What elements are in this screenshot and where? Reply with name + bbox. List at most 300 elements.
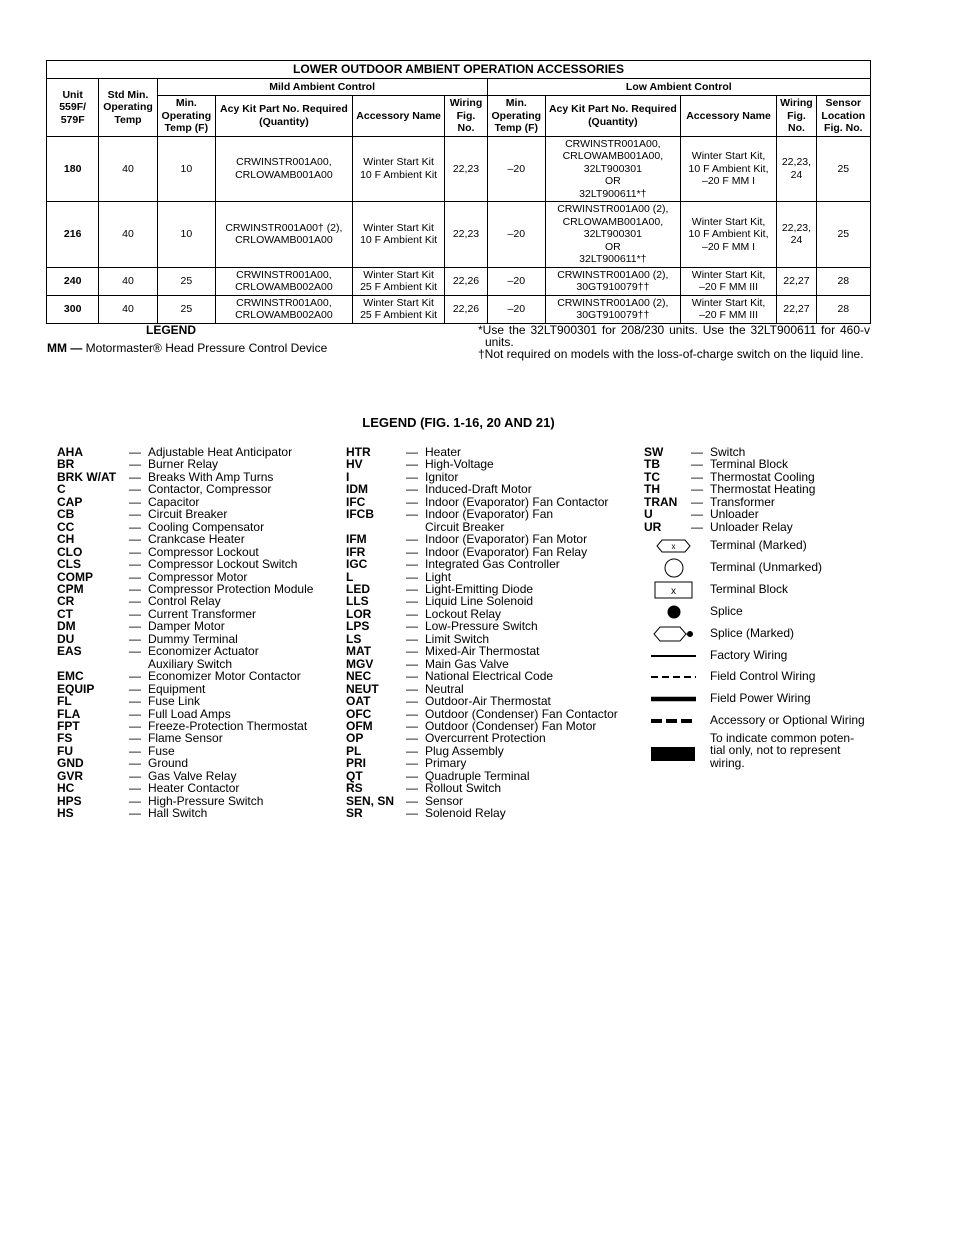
legend-desc: Overcurrent Protection <box>425 731 546 746</box>
legend-desc: Lockout Relay <box>425 606 502 621</box>
legend-dash: — <box>406 457 418 472</box>
legend-desc: Burner Relay <box>148 457 219 472</box>
legend-desc: Heater Contactor <box>148 781 240 796</box>
legend-entry <box>57 757 313 769</box>
legend-desc: Compressor Lockout <box>148 544 259 559</box>
legend-abbr: HTR <box>346 445 371 459</box>
legend-entry <box>346 458 618 470</box>
legend-abbr: IFC <box>346 494 366 509</box>
symbol-terminal-marked <box>650 536 880 556</box>
cell-mild-acc: Winter Start Kit 25 F Ambient Kit <box>352 267 445 295</box>
legend-desc: Indoor (Evaporator) Fan Contactor <box>425 494 609 509</box>
header-mild-group: Mild Ambient Control <box>157 79 487 96</box>
header-low-group: Low Ambient Control <box>487 79 870 96</box>
legend-desc: Mixed-Air Thermostat <box>425 644 540 659</box>
legend-dash: — <box>129 544 141 559</box>
legend-dash: — <box>406 806 418 821</box>
legend-dash: — <box>406 793 418 808</box>
legend-abbr: BR <box>57 457 75 472</box>
legend-dash: — <box>129 606 141 621</box>
legend-title: LEGEND (FIG. 1-16, 20 AND 21) <box>362 415 555 430</box>
legend-desc: Thermostat Cooling <box>710 469 815 484</box>
header-unit: Unit 559F/ 579F <box>47 79 99 137</box>
legend-dash: — <box>691 519 703 534</box>
symbol-field-control-wiring <box>650 667 880 687</box>
legend-abbr: NEC <box>346 669 372 684</box>
table-legend-heading: LEGEND <box>146 323 197 337</box>
cell-mild-acc: Winter Start Kit 25 F Ambient Kit <box>352 295 445 323</box>
legend-desc: Freeze-Protection Thermostat <box>148 718 308 733</box>
cell-mild-acc: Winter Start Kit 10 F Ambient Kit <box>352 202 445 268</box>
cell-sensor: 25 <box>816 136 870 202</box>
legend-desc: Light <box>425 569 452 584</box>
legend-dash: — <box>129 743 141 758</box>
legend-desc: Crankcase Heater <box>148 532 245 547</box>
legend-dash: — <box>406 718 418 733</box>
legend-desc: Transformer <box>710 494 775 509</box>
header-low-acc: Accessory Name <box>680 96 777 137</box>
cell-unit: 216 <box>47 202 99 268</box>
legend-dash: — <box>406 631 418 646</box>
cell-low-min: –20 <box>487 202 545 268</box>
footnote-1 <box>478 324 870 348</box>
legend-desc: Low-Pressure Switch <box>425 619 538 634</box>
legend-desc: Neutral <box>425 681 464 696</box>
legend-abbr: SEN, SN <box>346 793 395 808</box>
terminal-mark-x: x <box>671 542 676 551</box>
table-row <box>47 295 871 323</box>
legend-desc: Compressor Lockout Switch <box>148 557 298 572</box>
legend-abbr: FU <box>57 743 73 758</box>
legend-dash: — <box>406 445 418 459</box>
legend-dash: — <box>129 519 141 534</box>
terminal-block-icon <box>650 580 698 600</box>
cell-mild-min: 10 <box>157 202 215 268</box>
legend-desc: Gas Valve Relay <box>148 768 237 783</box>
legend-dash: — <box>129 781 141 796</box>
legend-dash: — <box>406 482 418 497</box>
legend-entry <box>346 533 618 545</box>
legend-entry <box>346 732 618 744</box>
symbol-accessory-wiring <box>650 711 880 731</box>
legend-abbr: EMC <box>57 669 84 684</box>
legend-dash: — <box>129 494 141 509</box>
terminal-unmarked-icon <box>650 558 698 578</box>
legend-column-3 <box>644 446 815 533</box>
legend-dash: — <box>129 619 141 634</box>
legend-desc: Full Load Amps <box>148 706 231 721</box>
cell-mild-kit: CRWINSTR001A00, CRLOWAMB002A00 <box>216 267 353 295</box>
legend-abbr: LPS <box>346 619 370 634</box>
legend-column-1 <box>57 446 313 820</box>
legend-abbr: CR <box>57 594 75 609</box>
cell-std: 40 <box>99 202 157 268</box>
accessories-table <box>46 60 871 324</box>
header-low-min: Min. Operating Temp (F) <box>487 96 545 137</box>
legend-desc: Main Gas Valve <box>425 656 509 671</box>
common-potential-label: To indicate common poten- tial only, not to represent wiring. <box>710 731 855 770</box>
legend-entry <box>346 670 618 682</box>
legend-dash: — <box>129 669 141 684</box>
legend-desc: Primary <box>425 756 467 771</box>
legend-desc: Fuse Link <box>148 694 201 709</box>
legend-desc: Liquid Line Solenoid <box>425 594 534 609</box>
legend-abbr: TB <box>644 457 660 472</box>
legend-dash: — <box>406 581 418 596</box>
cell-std: 40 <box>99 267 157 295</box>
header-mild-min: Min. Operating Temp (F) <box>157 96 215 137</box>
legend-abbr: OP <box>346 731 364 746</box>
legend-abbr: LLS <box>346 594 369 609</box>
symbol-splice <box>650 602 880 622</box>
legend-abbr: HC <box>57 781 75 796</box>
legend-desc: Capacitor <box>148 494 200 509</box>
legend-dash: — <box>406 681 418 696</box>
symbol-common-potential <box>650 733 880 773</box>
legend-dash: — <box>406 669 418 684</box>
legend-dash: — <box>406 743 418 758</box>
legend-entry <box>57 670 313 682</box>
legend-dash: — <box>129 445 141 459</box>
legend-dash: — <box>406 768 418 783</box>
header-mild-acc: Accessory Name <box>352 96 445 137</box>
legend-abbr: EAS <box>57 644 82 659</box>
legend-abbr: LS <box>346 631 362 646</box>
cell-low-min: –20 <box>487 267 545 295</box>
legend-entry <box>346 483 618 495</box>
legend-dash: — <box>406 656 418 671</box>
legend-desc: Compressor Motor <box>148 569 248 584</box>
legend-abbr: IDM <box>346 482 368 497</box>
legend-desc: Limit Switch <box>425 631 490 646</box>
symbol-terminal-unmarked <box>650 558 880 578</box>
legend-abbr: IFCB <box>346 507 374 522</box>
legend-abbr: UR <box>644 519 662 534</box>
terminal-block-mark: x <box>671 586 676 597</box>
legend-entry <box>644 483 815 495</box>
cell-low-wiring: 22,23, 24 <box>777 202 816 268</box>
legend-dash: — <box>406 644 418 659</box>
legend-abbr: FS <box>57 731 73 746</box>
legend-abbr: MGV <box>346 656 374 671</box>
common-potential-icon <box>650 744 698 764</box>
legend-desc: Switch <box>710 445 746 459</box>
terminal-unmarked-label: Terminal (Unmarked) <box>710 560 823 574</box>
legend-dash: — <box>129 457 141 472</box>
mm-text: Motormaster® Head Pressure Control Device <box>85 341 328 355</box>
legend-dash: — <box>691 469 703 484</box>
cell-mild-min: 25 <box>157 295 215 323</box>
legend-desc: Thermostat Heating <box>710 482 816 497</box>
legend-dash: — <box>691 457 703 472</box>
legend-desc: Plug Assembly <box>425 743 504 758</box>
factory-wiring-label: Factory Wiring <box>710 648 788 662</box>
cell-low-kit: CRWINSTR001A00 (2), 30GT910079†† <box>545 295 680 323</box>
legend-abbr: PRI <box>346 756 367 771</box>
legend-abbr: TRAN <box>644 494 678 509</box>
splice-marked-icon <box>650 624 698 644</box>
legend-desc: Indoor (Evaporator) Fan Motor <box>425 532 588 547</box>
legend-abbr: FPT <box>57 718 80 733</box>
cell-low-min: –20 <box>487 295 545 323</box>
legend-entry <box>57 533 313 545</box>
cell-mild-kit: CRWINSTR001A00, CRLOWAMB001A00 <box>216 136 353 202</box>
legend-entry <box>346 695 618 707</box>
legend-abbr: CH <box>57 532 75 547</box>
legend-abbr: IFM <box>346 532 367 547</box>
field-power-wiring-icon <box>650 689 698 709</box>
legend-desc: Dummy Terminal <box>148 631 238 646</box>
legend-dash: — <box>691 482 703 497</box>
footnote-2-text: †Not required on models with the loss-of-charge switch on the liquid line. <box>478 347 864 361</box>
legend-dash: — <box>406 569 418 584</box>
legend-entry <box>346 757 618 769</box>
legend-abbr: TC <box>644 469 660 484</box>
legend-abbr: CLO <box>57 544 83 559</box>
legend-entry <box>57 695 313 707</box>
cell-low-kit: CRWINSTR001A00, CRLOWAMB001A00, 32LT900301 OR 32LT900611*† <box>545 136 680 202</box>
legend-desc: Flame Sensor <box>148 731 223 746</box>
legend-dash: — <box>129 793 141 808</box>
legend-dash: — <box>406 557 418 572</box>
terminal-marked-icon <box>650 536 698 556</box>
legend-dash: — <box>406 469 418 484</box>
legend-abbr: IGC <box>346 557 368 572</box>
factory-wiring-icon <box>650 646 698 666</box>
legend-column-2 <box>346 446 618 820</box>
legend-desc: Heater <box>425 445 462 459</box>
legend-dash: — <box>129 507 141 522</box>
legend-abbr: MAT <box>346 644 372 659</box>
cell-low-wiring: 22,23, 24 <box>777 136 816 202</box>
header-low-wiring: Wiring Fig. No. <box>777 96 816 137</box>
legend-dash: — <box>406 756 418 771</box>
cell-unit: 240 <box>47 267 99 295</box>
table-row <box>47 136 871 202</box>
field-control-wiring-icon <box>650 667 698 687</box>
legend-dash: — <box>129 768 141 783</box>
cell-mild-acc: Winter Start Kit 10 F Ambient Kit <box>352 136 445 202</box>
field-power-wiring-label: Field Power Wiring <box>710 691 811 705</box>
legend-dash: — <box>129 806 141 821</box>
legend-desc: Hall Switch <box>148 806 208 821</box>
legend-dash: — <box>406 781 418 796</box>
legend-dash: — <box>406 594 418 609</box>
legend-abbr: BRK W/AT <box>57 469 117 484</box>
legend-desc: Integrated Gas Controller <box>425 557 560 572</box>
legend-desc: Quadruple Terminal <box>425 768 530 783</box>
cell-mild-min: 25 <box>157 267 215 295</box>
footnote-2 <box>478 348 870 360</box>
legend-dash: — <box>129 631 141 646</box>
footnote-1-text: *Use the 32LT900301 for 208/230 units. Use the 32LT900611 for 460-v units. <box>478 323 870 349</box>
legend-entry <box>644 521 815 533</box>
legend-desc: Ground <box>148 756 189 771</box>
splice-icon <box>650 602 698 622</box>
legend-desc: Sensor <box>425 793 464 808</box>
cell-low-wiring: 22,27 <box>777 295 816 323</box>
legend-desc: Unloader Relay <box>710 519 793 534</box>
legend-desc: Light-Emitting Diode <box>425 581 534 596</box>
cell-low-acc: Winter Start Kit, 10 F Ambient Kit, –20 F MM I <box>680 202 777 268</box>
legend-abbr: QT <box>346 768 363 783</box>
cell-low-acc: Winter Start Kit, –20 F MM III <box>680 295 777 323</box>
symbol-field-power-wiring <box>650 689 880 709</box>
cell-mild-wiring: 22,26 <box>445 295 487 323</box>
table-row <box>47 267 871 295</box>
legend-abbr: HV <box>346 457 363 472</box>
legend-entry <box>346 645 618 657</box>
legend-abbr: HS <box>57 806 74 821</box>
legend-abbr: OFC <box>346 706 372 721</box>
legend-desc: Solenoid Relay <box>425 806 506 821</box>
legend-dash: — <box>129 482 141 497</box>
legend-abbr: NEUT <box>346 681 379 696</box>
legend-dash: — <box>129 557 141 572</box>
accessory-wiring-label: Accessory or Optional Wiring <box>710 713 865 727</box>
legend-dash: — <box>129 756 141 771</box>
legend-dash: — <box>406 619 418 634</box>
legend-abbr: U <box>644 507 653 522</box>
legend-dash: — <box>406 507 418 522</box>
header-sensor: Sensor Location Fig. No. <box>816 96 870 137</box>
table-row <box>47 202 871 268</box>
legend-desc: Rollout Switch <box>425 781 502 796</box>
legend-entry <box>57 782 313 794</box>
legend-abbr: OAT <box>346 694 371 709</box>
legend-dash: — <box>406 606 418 621</box>
legend-abbr: CB <box>57 507 75 522</box>
accessory-wiring-icon <box>650 711 698 731</box>
cell-low-kit: CRWINSTR001A00 (2), CRLOWAMB001A00, 32LT900301 OR 32LT900611*† <box>545 202 680 268</box>
legend-desc: Outdoor-Air Thermostat <box>425 694 551 709</box>
legend-abbr: PL <box>346 743 362 758</box>
legend-entry <box>57 732 313 744</box>
legend-dash: — <box>691 494 703 509</box>
legend-desc: Ignitor <box>425 469 459 484</box>
cell-sensor: 25 <box>816 202 870 268</box>
legend-dash: — <box>406 544 418 559</box>
legend-abbr: HPS <box>57 793 82 808</box>
cell-low-acc: Winter Start Kit, 10 F Ambient Kit, –20 F MM I <box>680 136 777 202</box>
legend-dash: — <box>406 706 418 721</box>
legend-desc: Indoor (Evaporator) Fan Relay <box>425 544 588 559</box>
cell-std: 40 <box>99 295 157 323</box>
cell-sensor: 28 <box>816 295 870 323</box>
cell-sensor: 28 <box>816 267 870 295</box>
legend-abbr: LOR <box>346 606 372 621</box>
legend-abbr: GVR <box>57 768 84 783</box>
legend-desc: Breaks With Amp Turns <box>148 469 274 484</box>
legend-desc: Fuse <box>148 743 175 758</box>
legend-desc: Equipment <box>148 681 206 696</box>
legend-abbr: SR <box>346 806 363 821</box>
splice-label: Splice <box>710 604 743 618</box>
legend-desc: Compressor Protection Module <box>148 581 314 596</box>
legend-dash: — <box>129 731 141 746</box>
legend-abbr: EQUIP <box>57 681 95 696</box>
legend-abbr: TH <box>644 482 660 497</box>
legend-entry <box>346 620 618 632</box>
legend-entry <box>346 508 618 533</box>
symbol-terminal-block <box>650 580 880 600</box>
cell-unit: 180 <box>47 136 99 202</box>
cell-unit: 300 <box>47 295 99 323</box>
legend-entry <box>57 620 313 632</box>
legend-abbr: IFR <box>346 544 366 559</box>
legend-abbr: CC <box>57 519 75 534</box>
cell-mild-wiring: 22,26 <box>445 267 487 295</box>
symbol-splice-marked <box>650 624 880 644</box>
cell-low-wiring: 22,27 <box>777 267 816 295</box>
terminal-block-label: Terminal Block <box>710 582 789 596</box>
legend-dash: — <box>691 445 703 459</box>
legend-dash: — <box>129 469 141 484</box>
legend-desc: Contactor, Compressor <box>148 482 272 497</box>
legend-abbr: AHA <box>57 445 83 459</box>
legend-desc: Current Transformer <box>148 606 257 621</box>
legend-abbr: RS <box>346 781 363 796</box>
legend-desc: Control Relay <box>148 594 221 609</box>
legend-dash: — <box>129 581 141 596</box>
legend-dash: — <box>406 532 418 547</box>
legend-dash: — <box>129 644 141 659</box>
legend-entry <box>57 483 313 495</box>
cell-std: 40 <box>99 136 157 202</box>
cell-low-kit: CRWINSTR001A00 (2), 30GT910079†† <box>545 267 680 295</box>
legend-desc: Adjustable Heat Anticipator <box>148 445 293 459</box>
legend-dash: — <box>129 718 141 733</box>
header-mild-wiring: Wiring Fig. No. <box>445 96 487 137</box>
legend-dash: — <box>406 731 418 746</box>
cell-mild-wiring: 22,23 <box>445 202 487 268</box>
legend-desc: Economizer Motor Contactor <box>148 669 301 684</box>
legend-abbr: LED <box>346 581 370 596</box>
legend-desc: Induced-Draft Motor <box>425 482 532 497</box>
table-legend-mm <box>47 341 327 355</box>
cell-mild-min: 10 <box>157 136 215 202</box>
header-std-min: Std Min. Operating Temp <box>99 79 157 137</box>
field-control-wiring-label: Field Control Wiring <box>710 669 816 683</box>
legend-abbr: FL <box>57 694 72 709</box>
legend-desc: Cooling Compensator <box>148 519 265 534</box>
legend-desc: High-Voltage <box>425 457 494 472</box>
legend-abbr: C <box>57 482 66 497</box>
legend-dash: — <box>406 694 418 709</box>
legend-abbr: FLA <box>57 706 81 721</box>
legend-dash: — <box>129 694 141 709</box>
symbol-factory-wiring <box>650 646 880 666</box>
legend-abbr: I <box>346 469 350 484</box>
legend-desc: Unloader <box>710 507 759 522</box>
header-mild-kit: Acy Kit Part No. Required (Quantity) <box>216 96 353 137</box>
legend-entry <box>346 558 618 570</box>
legend-dash: — <box>129 681 141 696</box>
legend-entry <box>57 807 313 819</box>
legend-entry <box>644 508 815 520</box>
legend-abbr: OFM <box>346 718 373 733</box>
mm-abbr: MM — <box>47 341 83 355</box>
legend-entry <box>346 782 618 794</box>
legend-entry <box>57 558 313 570</box>
legend-abbr: DM <box>57 619 76 634</box>
legend-entry <box>346 807 618 819</box>
legend-desc: Terminal Block <box>710 457 789 472</box>
legend-abbr: CT <box>57 606 73 621</box>
legend-desc: National Electrical Code <box>425 669 554 684</box>
cell-low-min: –20 <box>487 136 545 202</box>
cell-mild-wiring: 22,23 <box>445 136 487 202</box>
